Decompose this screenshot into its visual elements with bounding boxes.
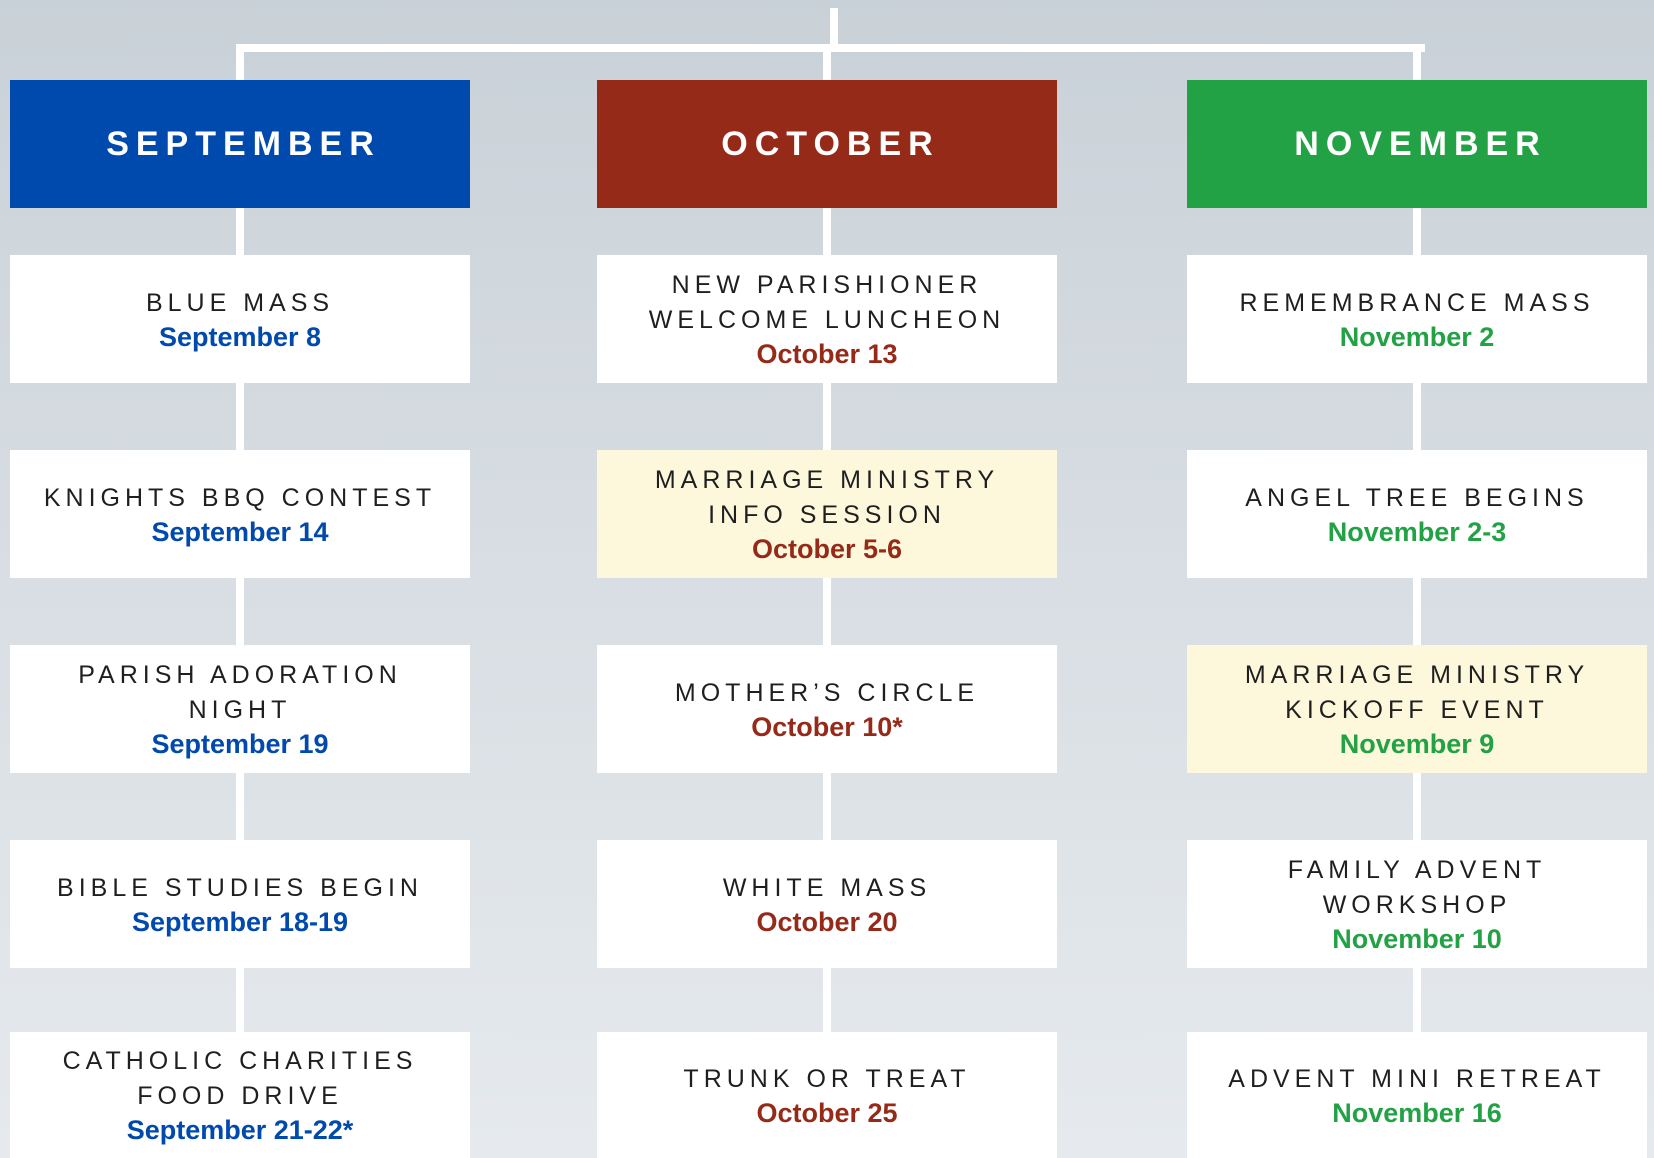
event-date: October 5-6 — [751, 534, 903, 564]
event-title: FAMILY ADVENT — [1287, 856, 1547, 884]
event-title: CATHOLIC CHARITIES — [62, 1047, 418, 1075]
event-date: October 10* — [751, 711, 903, 742]
event-card — [10, 645, 470, 773]
event-title: FOOD DRIVE — [137, 1082, 343, 1110]
event-title: BLUE MASS — [145, 288, 335, 317]
event-date: October 20 — [756, 906, 898, 937]
event-date: November 2-3 — [1327, 516, 1507, 547]
event-title: KNIGHTS BBQ CONTEST — [43, 483, 437, 512]
event-card — [1187, 450, 1647, 578]
event-card — [597, 645, 1057, 773]
event-title: ADVENT MINI RETREAT — [1228, 1064, 1606, 1093]
event-title: MARRIAGE MINISTRY — [1244, 661, 1590, 689]
event-title: WORKSHOP — [1322, 891, 1512, 919]
event-date: September 14 — [151, 516, 329, 547]
event-card — [1187, 840, 1647, 968]
event-title: BIBLE STUDIES BEGIN — [57, 873, 423, 902]
event-title: MARRIAGE MINISTRY — [654, 466, 1000, 494]
event-title: WELCOME LUNCHEON — [648, 306, 1006, 334]
event-title: REMEMBRANCE MASS — [1239, 288, 1595, 317]
event-card — [1187, 255, 1647, 383]
november-column-connector — [1413, 44, 1421, 1158]
event-date: September 8 — [158, 321, 322, 352]
event-title: ANGEL TREE BEGINS — [1245, 483, 1589, 512]
october-column-connector — [823, 44, 831, 1158]
november-header: NOVEMBER — [1187, 80, 1647, 208]
event-title: MOTHER’S CIRCLE — [674, 678, 980, 707]
event-card — [10, 255, 470, 383]
event-card — [597, 840, 1057, 968]
event-title: TRUNK OR TREAT — [683, 1064, 971, 1093]
event-card — [10, 450, 470, 578]
event-date: October 13 — [756, 339, 898, 369]
event-card — [10, 840, 470, 968]
event-date: September 21-22* — [126, 1115, 354, 1145]
october-header: OCTOBER — [597, 80, 1057, 208]
event-date: November 9 — [1339, 729, 1495, 759]
event-title: WHITE MASS — [722, 873, 932, 902]
event-date: October 25 — [756, 1097, 898, 1128]
event-title: NEW PARISHIONER — [671, 271, 983, 299]
event-card — [597, 1032, 1057, 1158]
event-card — [597, 255, 1057, 383]
top-bar-connector — [239, 44, 1425, 52]
september-column-connector — [236, 44, 244, 1158]
event-title: KICKOFF EVENT — [1285, 696, 1549, 724]
root-connector — [830, 8, 838, 48]
event-title: NIGHT — [188, 696, 292, 724]
event-date: November 10 — [1332, 924, 1502, 954]
event-card — [1187, 1032, 1647, 1158]
event-date: September 19 — [151, 729, 329, 759]
event-card — [597, 450, 1057, 578]
event-card — [10, 1032, 470, 1158]
september-header: SEPTEMBER — [10, 80, 470, 208]
event-date: November 2 — [1339, 321, 1495, 352]
event-date: November 16 — [1332, 1097, 1502, 1128]
event-title: INFO SESSION — [708, 501, 946, 529]
event-title: PARISH ADORATION — [78, 661, 402, 689]
event-date: September 18-19 — [131, 906, 349, 937]
event-card — [1187, 645, 1647, 773]
